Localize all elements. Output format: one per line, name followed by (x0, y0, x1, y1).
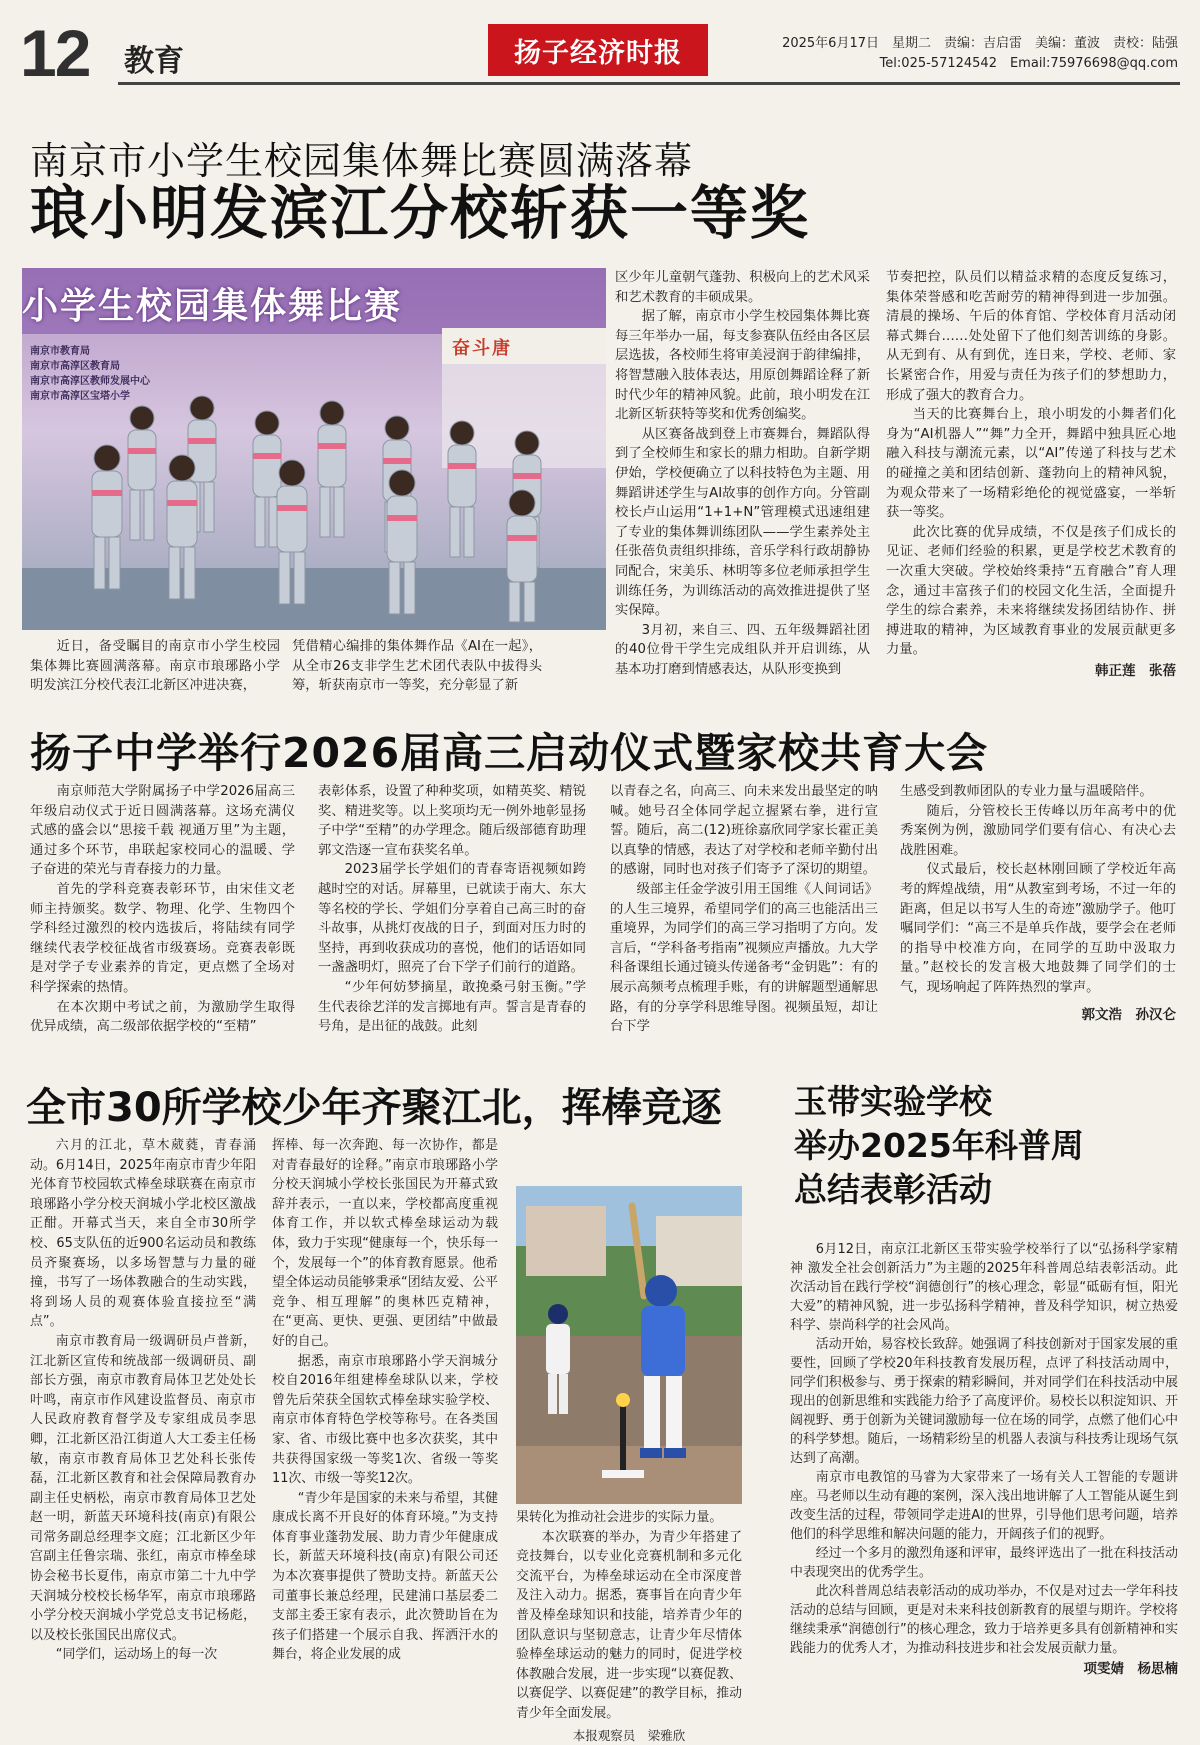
article1-col1 (30, 637, 280, 696)
paragraph: 节奏把控，队员们以精益求精的态度反复练习，集体荣誉感和吃苦耐劳的精神得到进一步加强。清晨的操场、午后的体育馆、学校体育月活动闭幕式舞台……处处留下了他们刻苦训练的身影。从无到有、从有到优，连日来，学校、老师、家长紧密合作，用爱与责任为孩子们的梦想助力，形成了强大的教育合力。 (886, 270, 1176, 403)
article2-title: 扬子中学举行2026届高三启动仪式暨家校共育大会 (30, 729, 989, 777)
paragraph: “同学们，运动场上的每一次 (55, 1647, 218, 1663)
article2-col2 (318, 782, 586, 1037)
paragraph: 本次联赛的举办，为青少年搭建了竞技舞台，以专业化竞赛机制和多元化交流平台，为棒垒球运动在全市深度普及注入动力。据悉，赛事旨在向青少年普及棒垒球知识和技能，培养青少年的团队意识与坚韧意志，让青少年尽情体验棒垒球运动的魅力的同时，促进学校体教融合发展，进一步实现“以赛促教、以赛促学、以赛促建”的教学目标，推动青少年全面发展。 (516, 1529, 742, 1721)
paragraph: 南京市教育局一级调研员卢普新，江北新区宣传和统战部一级调研员、副部长方强，南京市教育局体卫艺处处长叶鸣，南京市作风建设监督员、南京市人民政府教育督学及专家组成员李思卿，江北新区沿江街道人大工委主任杨敏，南京市教育局体卫艺处科长张传磊，江北新区教育和社会保障局教育办副主任史柄松，南京市教育局体卫艺处赵一明，新蓝天环境科技(南京)有限公司常务副总经理李文庭；江北新区少年宫副主任鲁宗瑞、张红，南京市棒垒球协会秘书长夏伟，南京市第二十九中学天润城分校校长杨华军，南京市琅琊路小学分校天润城小学党总支书记杨彪，以及校长张国民出席仪式。 (30, 1333, 256, 1643)
paragraph: “少年何妨梦摘星，敢挽桑弓射玉衡。”学生代表徐艺洋的发言掷地有声。誓言是青春的号角，是出征的战鼓。此刻 (318, 979, 586, 1035)
paragraph: 3月初，来自三、四、五年级舞蹈社团的40位骨干学生完成组队并开启训练，从基本功打磨到情感表达，从队形变换到 (615, 622, 870, 677)
logo-text: 扬子经济时报 (514, 37, 682, 69)
baseball-photo-image (516, 1186, 742, 1504)
baseball-photo (516, 1186, 742, 1504)
paragraph: 此次比赛的优异成绩，不仅是孩子们成长的见证、老师们经验的积累，更是学校艺术教育的一次重大突破。学校始终秉持“五育融合”育人理念，通过丰富孩子们的校园文化生活，全面提升学生的综合素养，未来将继续发扬团结协作、拼搏进取的精神，为区域教育事业的发展贡献更多力量。 (886, 524, 1176, 658)
article1-col3 (615, 268, 870, 679)
paragraph: 南京市电教馆的马睿为大家带来了一场有关人工智能的专题讲座。马老师以生动有趣的案例，深入浅出地讲解了人工智能从诞生到改变生活的过程，带领同学走进AI的世界，引导他们思考问题，培养他们的科学思维和解决问题的能力，开阔孩子们的视野。 (790, 1470, 1178, 1542)
article1-byline: 韩正莲 张蓓 (1095, 662, 1176, 679)
article4-byline: 项雯婧 杨思楠 (1083, 1661, 1178, 1677)
article1-col4 (886, 268, 1176, 681)
photo-wall-sign: 奋斗唐 (452, 338, 512, 359)
article3-byline: 本报观察员 梁雅欣 (572, 1727, 686, 1743)
paragraph: 凭借精心编排的集体舞作品《AI在一起》，从全市26支非学生艺术团代表队中拔得头筹，斩获南京市一等奖，充分彰显了新 (292, 639, 542, 694)
paragraph: 区少年儿童朝气蓬勃、积极向上的艺术风采和艺术教育的丰硕成果。 (615, 270, 870, 305)
paragraph: 果转化为推动社会进步的实际力量。 (516, 1510, 723, 1525)
paragraph: 以青春之名，向高三、向未来发出最坚定的呐喊。她号召全体同学起立握紧右拳，进行宣誓。随后，高二(12)班徐嘉欣同学家长霍正美以真挚的情感，表达了对学校和老师辛勤付出的感谢，同时也对孩子们寄予了深切的期望。 (610, 784, 878, 878)
article2-col3 (610, 782, 878, 1037)
photo-org-4: 南京市高淳区宝塔小学 (30, 391, 130, 402)
paragraph: 仪式最后，校长赵林刚回顾了学校近年高考的辉煌战绩，用“从教室到考场，不过一年的距离，但足以书写人生的奇迹”激励学子。他叮嘱同学们：“高三不是单兵作战，要学会在老师的指导中校准方向，在同学的互助中汲取力量。”赵校长的发言极大地鼓舞了同学们的士气，现场响起了阵阵热烈的掌声。 (900, 862, 1176, 995)
article3-col2 (272, 1136, 498, 1665)
article4-title-line2: 举办2025年科普周 (794, 1126, 1084, 1165)
photo-org-2: 南京市高淳区教育局 (30, 361, 120, 372)
masthead-info (782, 34, 1178, 74)
article4-title-line1: 玉带实验学校 (794, 1082, 992, 1121)
masthead-editors: 2025年6月17日 星期二 责编：吉启雷 美编：董波 责校：陆强 (782, 36, 1178, 51)
paragraph: 活动开始，易容校长致辞。她强调了科技创新对于国家发展的重要性，回顾了学校20年科技教育发展历程，点评了科技活动周中，同学们积极参与、勇于探索的精彩瞬间，并对同学们在科技活动中展现出的创新思维和实践能力给予了高度评价。易校长以积淀知识、开阔视野、勇于创新为关键词激励每一位在场的同学，点燃了他们心中的科学梦想。随后，一场精彩纷呈的机器人表演与科技秀让现场气氛达到了高潮。 (790, 1337, 1178, 1466)
article4-title (794, 1080, 1084, 1212)
article3-col1 (30, 1136, 256, 1665)
section-title: 教育 (124, 44, 184, 79)
photo-organizers (30, 344, 150, 404)
article1-subtitle: 南京市小学生校园集体舞比赛圆满落幕 (30, 139, 694, 183)
article1-title: 琅小明发滨江分校斩获一等奖 (30, 179, 811, 247)
paragraph: 级部主任金学波引用王国维《人间词话》的人生三境界，希望同学们的高三也能活出三重境界，为同学们的高三学习指明了方向。发言后，“学科备考指南”视频应声播放。九大学科备课组长通过镜头传递备考“金钥匙”：有的展示高频考点梳理手账，有的讲解题型通解思路，有的分享学科思维导图。视频虽短，却让台下学 (610, 881, 878, 1035)
paragraph: 六月的江北，草木葳蕤，青春涌动。6月14日，2025年南京市青少年阳光体育节校园软式棒垒球联赛在南京市琅琊路小学分校天润城小学北校区激战正酣。开幕式当天，来自全市30所学校、65支队伍的近900名运动员和教练员齐聚赛场，以多场智慧与力量的碰撞，书写了一场体教融合的生动实践，将到场人员的观赛体验直接拉至“满点”。 (30, 1138, 256, 1330)
paragraph: “青少年是国家的未来与希望，其健康成长离不开良好的体育环境。”为支持体育事业蓬勃发展、助力青少年健康成长，新蓝天环境科技(南京)有限公司还为本次赛事提供了赞助支持。新蓝天公司董事长兼总经理，民建浦口基层委二支部主委王家有表示，此次赞助旨在为孩子们搭建一个展示自我、挥洒汗水的舞台，将企业发展的成 (272, 1490, 498, 1663)
paragraph: 据悉，南京市琅琊路小学天润城分校自2016年组建棒垒球队以来，学校曾先后荣获全国软式棒垒球实验学校、南京市体育特色学校等称号。在各类国家、省、市级比赛中也多次获奖，其中共获得国家级一等奖1次、省级一等奖11次、市级一等奖12次。 (272, 1353, 498, 1487)
article4-body (790, 1240, 1178, 1679)
dance-photo (22, 268, 606, 630)
article2-byline: 郭文浩 孙汉仑 (1081, 1006, 1176, 1023)
article1-col2 (292, 637, 542, 696)
article2-col4 (900, 782, 1176, 1025)
paragraph: 随后，分管校长王传峰以历年高考中的优秀案例为例，激励同学们要有信心、有决心去战胜困难。 (900, 803, 1176, 858)
paragraph: 据了解，南京市小学生校园集体舞比赛每三年举办一届，每支参赛队伍经由各区层层选拔，各校师生将审美浸润于韵律编排，将智慧融入肢体表达，用原创舞蹈诠释了新时代少年的精神风貌。此前，琅小明发在江北新区斩获特等奖和优秀创编奖。 (615, 309, 870, 423)
paragraph: 表彰体系，设置了种种奖项，如精英奖、精锐奖、精进奖等。以上奖项均无一例外地彰显扬子中学“至精”的办学理念。随后级部德育助理郭文浩逐一宣布获奖名单。 (318, 784, 586, 858)
masthead-contact: Tel:025-57124542 Email:75976698@qq.com (879, 56, 1178, 71)
newspaper-logo (488, 24, 708, 76)
article3-title: 全市30所学校少年齐聚江北，挥棒竞逐 (26, 1085, 722, 1131)
paragraph: 从区赛备战到登上市赛舞台，舞蹈队得到了全校师生和家长的鼎力相助。自新学期伊始，学校便确立了以科技特色为主题、用舞蹈讲述学生与AI故事的创作方向。分管副校长卢山运用“1+1+N”管理模式迅速组建了专业的集体舞训练团队——学生素养处主任张蓓负责组织排练，音乐学科行政胡静协同配合，宋美乐、林明等多位老师承担学生训练任务，为训练活动的高效推进提供了坚实保障。 (615, 426, 870, 619)
article4-title-line3: 总结表彰活动 (794, 1170, 992, 1209)
photo-banner-text: 小学生校园集体舞比赛 (22, 286, 403, 327)
paragraph: 挥棒、每一次奔跑、每一次协作，都是对青春最好的诠释。”南京市琅琊路小学分校天润城小学校长张国民为开幕式致辞并表示，一直以来，学校都高度重视体育工作，并以软式棒垒球运动为载体，致力于实现“健康每一个，快乐每一个，发展每一个”的体育教育愿景。他希望全体运动员能够秉承“团结友爱、公平竞争、相互理解”的奥林匹克精神，在“更高、更快、更强、更团结”中做最好的自己。 (272, 1138, 498, 1349)
photo-org-3: 南京市高淳区教师发展中心 (30, 376, 150, 387)
paragraph: 生感受到教师团队的专业力量与温暖陪伴。 (900, 784, 1153, 799)
paragraph: 经过一个多月的激烈角逐和评审，最终评选出了一批在科技活动中表现突出的优秀学生。 (790, 1546, 1178, 1580)
paragraph: 南京师范大学附属扬子中学2026届高三年级启动仪式于近日圆满落幕。这场充满仪式感的盛会以“思接千载 视通万里”为主题，通过多个环节，串联起家校同心的温暖、学子奋进的荣光与青春接力的力量。 (30, 784, 295, 878)
article2-col1 (30, 782, 295, 1037)
paragraph: 6月12日，南京江北新区玉带实验学校举行了以“弘扬科学家精神 激发全社会创新活力”为主题的2025年科普周总结表彰活动。此次活动旨在践行学校“润德创行”的核心理念，彰显“砥砺有恒，阳光大爱”的精神风貌，进一步弘扬科学精神，普及科学知识，树立热爱科学、崇尚科学的社会风尚。 (790, 1242, 1178, 1333)
paragraph: 近日，备受瞩目的南京市小学生校园集体舞比赛圆满落幕。南京市琅琊路小学明发滨江分校代表江北新区冲进决赛， (30, 639, 280, 694)
paragraph: 此次科普周总结表彰活动的成功举办，不仅是对过去一学年科技活动的总结与回顾，更是对未来科技创新教育的展望与期许。学校将继续秉承“润德创行”的核心理念，致力于培养更多具有创新精神和实践能力的优秀人才，为推动科技进步和社会发展贡献力量。 (790, 1584, 1178, 1656)
article3-col3 (516, 1508, 742, 1745)
paragraph: 在本次期中考试之前，为激励学生取得优异成绩，高二级部依据学校的“至精” (30, 999, 295, 1035)
paragraph: 首先的学科竞赛表彰环节，由宋佳文老师主持颁奖。数学、物理、化学、生物四个学科经过激烈的校内选拔后，将陆续有同学继续代表学校征战省市级赛场。竞赛表彰既是对学子专业素养的肯定，更点燃了全场对科学探索的热情。 (30, 881, 295, 995)
page-number: 12 (20, 16, 90, 90)
paragraph: 2023届学长学姐们的青春寄语视频如跨越时空的对话。屏幕里，已就读于南大、东大等名校的学长、学姐们分享着自己高三时的奋斗故事，从挑灯夜战的日子，到面对压力时的坚持，再到收获成功的喜悦，他们的话语如同一盏盏明灯，照亮了台下学子们前行的道路。 (318, 862, 586, 976)
masthead-rule (118, 82, 1180, 85)
photo-org-1: 南京市教育局 (30, 346, 90, 357)
paragraph: 当天的比赛舞台上，琅小明发的小舞者们化身为“AI机器人”“舞”力全开，舞蹈中独具匠心地融入科技与潮流元素，以“AI”传递了科技与艺术的碰撞之美和团结创新、蓬勃向上的精神风貌，为观众带来了一场精彩绝伦的视觉盛宴，一举斩获一等奖。 (886, 407, 1176, 521)
